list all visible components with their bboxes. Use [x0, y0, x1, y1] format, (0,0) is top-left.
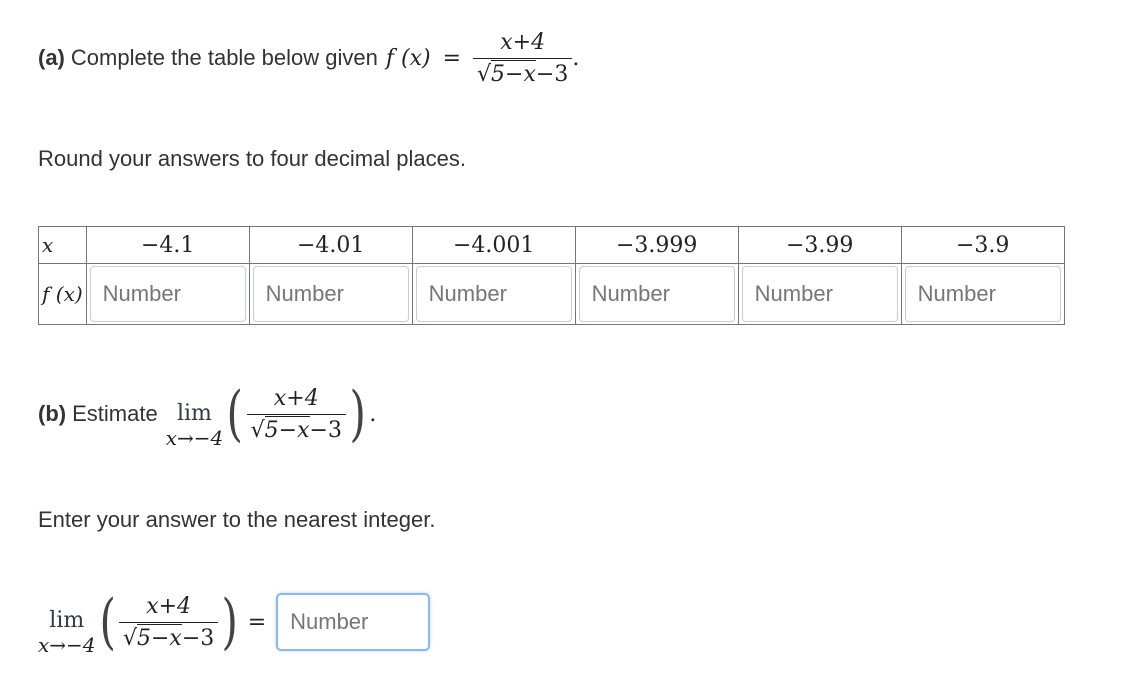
f-value-input[interactable] — [905, 266, 1061, 322]
part-a-label: (a) — [38, 45, 65, 70]
f-value-cell — [575, 264, 738, 325]
f-value-input[interactable] — [579, 266, 735, 322]
part-a-radicand: 5−x — [491, 61, 536, 87]
part-b-limit — [166, 401, 224, 450]
answer-limit — [38, 608, 96, 657]
x-row-label: x — [39, 227, 87, 264]
part-a-numerator: x+4 — [500, 29, 546, 55]
part-a-period: . — [572, 45, 580, 71]
f-value-cell — [738, 264, 901, 325]
x-value-cell: −3.9 — [901, 227, 1064, 264]
answer-numerator: x+4 — [146, 593, 192, 619]
sqrt-icon: √ — [250, 417, 265, 443]
f-value-input[interactable] — [416, 266, 572, 322]
f-value-cell — [412, 264, 575, 325]
part-b-radicand: 5−x — [264, 417, 310, 443]
answer-equals: = — [247, 609, 267, 635]
part-a-prompt — [38, 22, 579, 94]
part-b-lim: lim — [176, 400, 212, 426]
answer-lim-sub: x→−4 — [38, 632, 96, 657]
values-table-wrapper — [38, 226, 1065, 325]
part-b-lim-sub: x→−4 — [165, 425, 224, 450]
part-b-text: Estimate — [72, 401, 158, 426]
f-value-cell — [86, 264, 249, 325]
f-value-cell — [901, 264, 1064, 325]
round-instruction: Round your answers to four decimal places. — [38, 146, 466, 171]
answer-lim: lim — [49, 607, 85, 633]
nearest-instruction: Enter your answer to the nearest integer. — [38, 507, 436, 532]
part-a-text: Complete the table below given — [70, 45, 378, 70]
part-a-fraction — [473, 30, 572, 87]
left-paren-icon: ( — [226, 379, 244, 449]
x-value-cell: −4.001 — [412, 227, 575, 264]
sqrt-icon: √ — [122, 625, 137, 651]
f-row — [39, 264, 1065, 325]
answer-radicand: 5−x — [136, 625, 182, 651]
x-value-cell: −3.99 — [738, 227, 901, 264]
f-value-cell — [249, 264, 412, 325]
part-b-label: (b) — [38, 401, 67, 426]
right-paren-icon: ) — [221, 587, 239, 657]
answer-fraction — [119, 594, 218, 651]
x-value-cell: −4.01 — [249, 227, 412, 264]
part-b-period: . — [369, 401, 377, 427]
sqrt-icon: √ — [477, 61, 492, 87]
part-b-prompt — [38, 372, 376, 456]
part-b-denominator-rest: −3 — [309, 417, 342, 443]
part-a-function: f (x) — [385, 45, 431, 71]
f-row-label: f (x) — [39, 264, 87, 325]
answer-denominator-rest: −3 — [181, 625, 215, 651]
right-paren-icon: ) — [349, 379, 366, 449]
x-value-cell: −3.999 — [575, 227, 738, 264]
x-row — [39, 227, 1065, 264]
f-value-input[interactable] — [742, 266, 898, 322]
part-a-equals: = — [442, 45, 462, 71]
left-paren-icon: ( — [99, 587, 116, 657]
answer-line — [38, 584, 430, 660]
part-b-fraction — [247, 386, 346, 443]
part-a-denominator-rest: −3 — [535, 61, 569, 87]
f-value-input[interactable] — [253, 266, 409, 322]
x-value-cell: −4.1 — [86, 227, 249, 264]
f-value-input[interactable] — [90, 266, 246, 322]
limit-answer-input[interactable] — [276, 593, 430, 651]
values-table — [38, 226, 1065, 325]
part-b-numerator: x+4 — [273, 385, 319, 411]
